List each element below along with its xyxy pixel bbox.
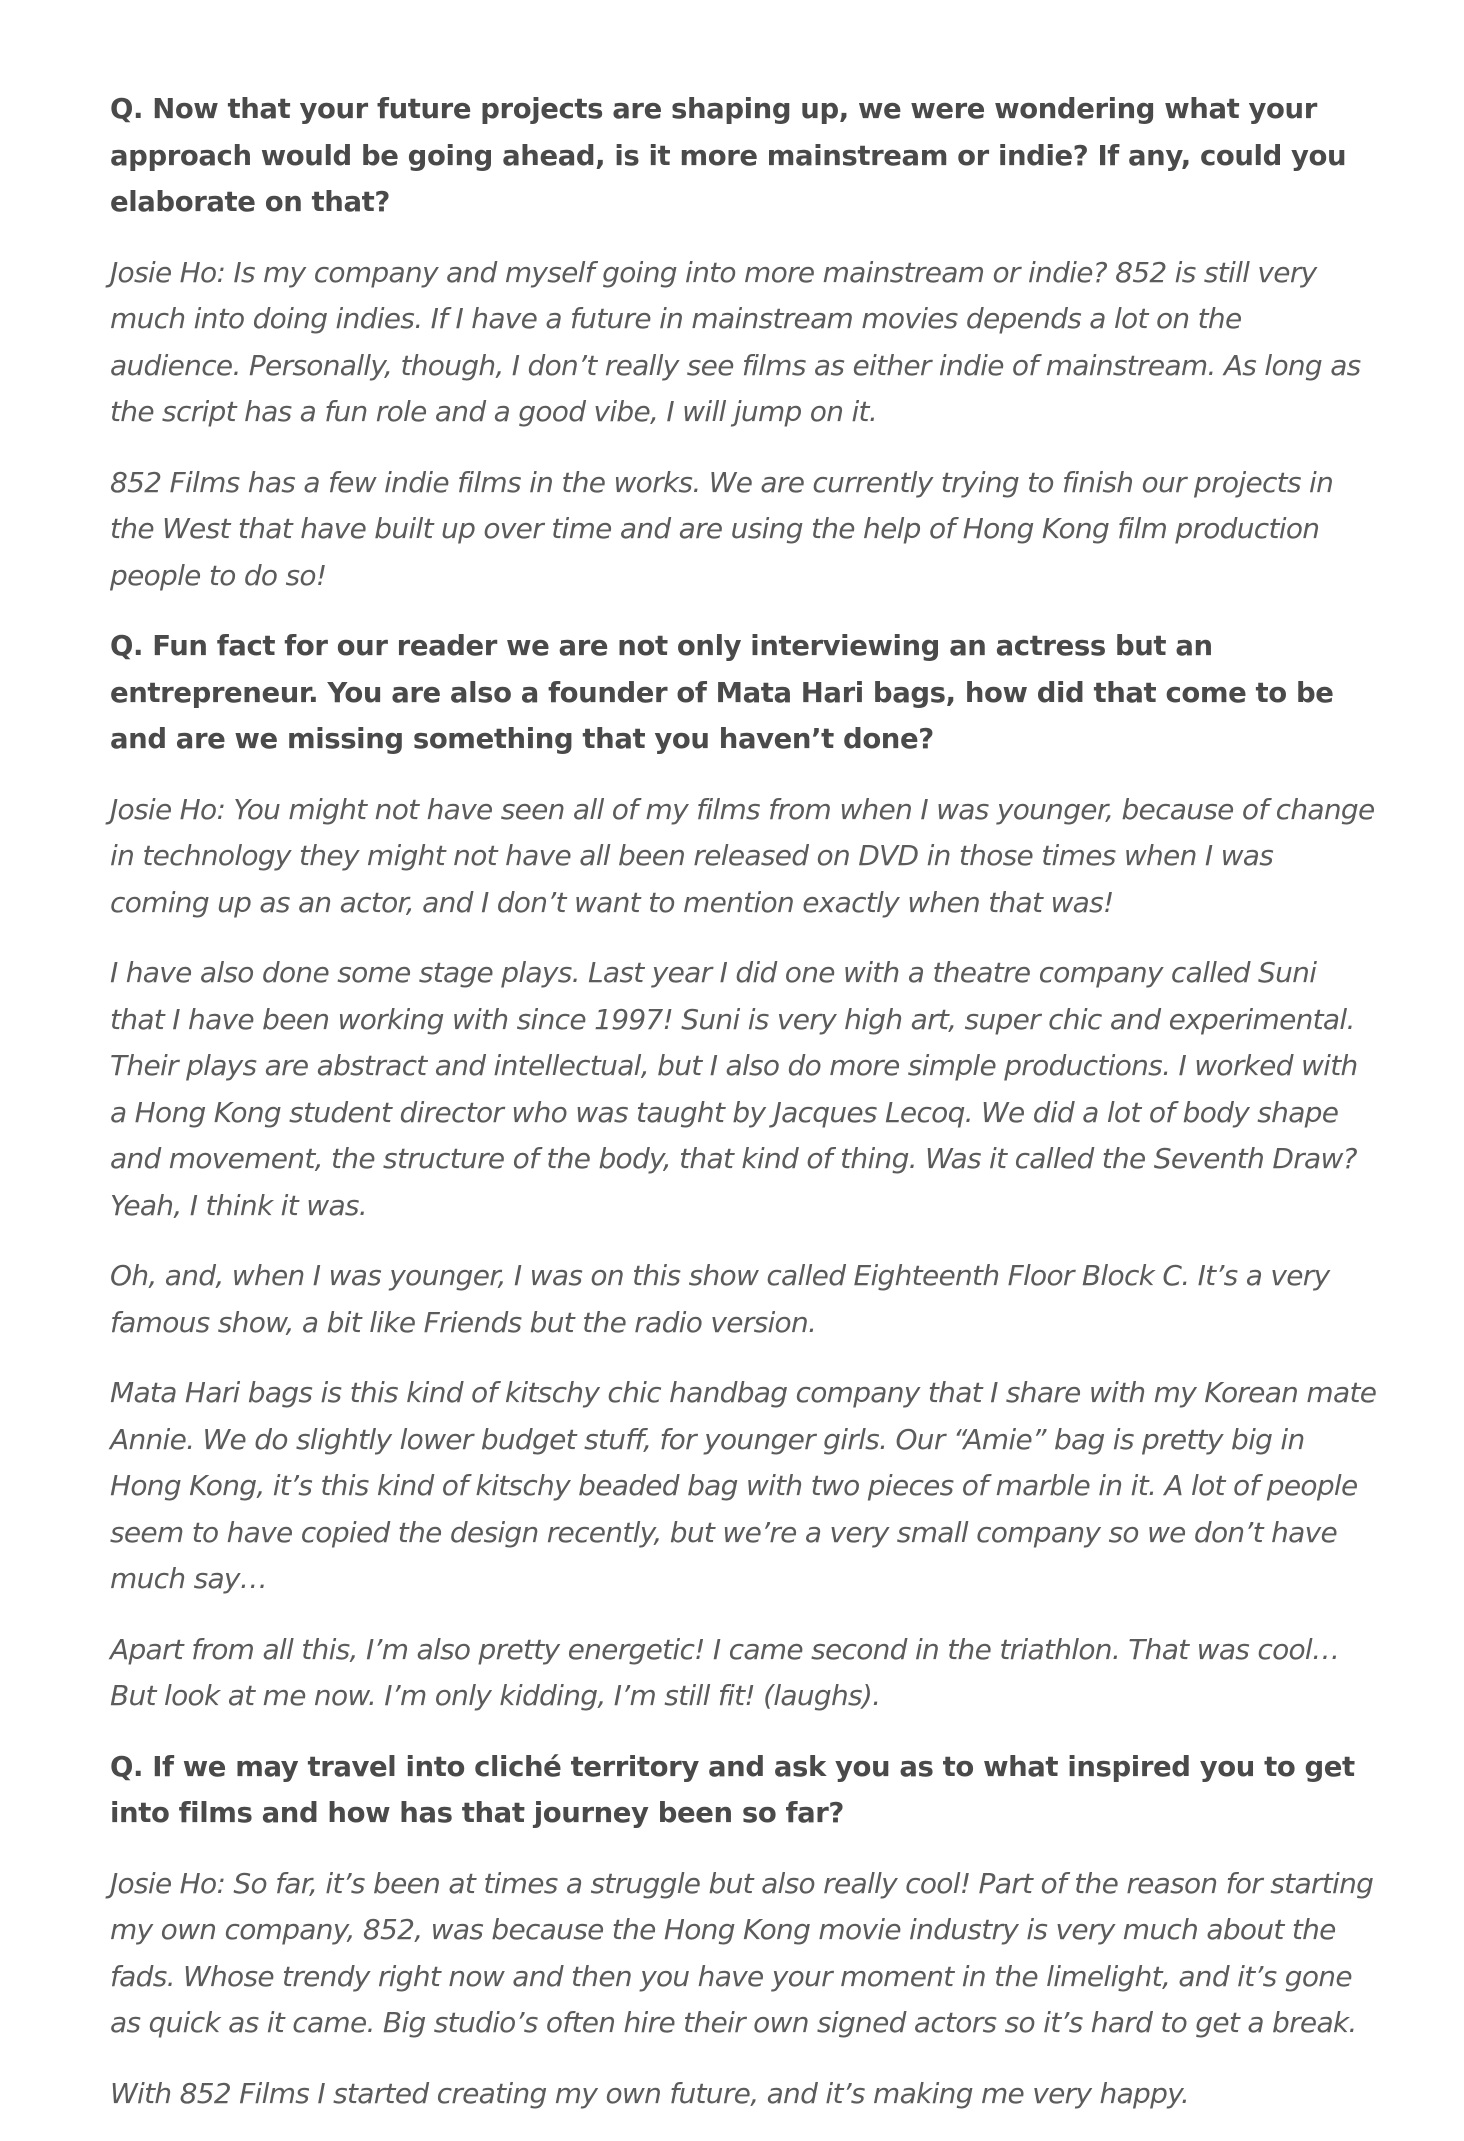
- interview-answer: Apart from all this, I’m also pretty energetic! I came second in the triathlon. That was cool… But look at me now. I’m only kidding, I’m still fit! (laughs).: [110, 1632, 1340, 1712]
- interview-question: Q. If we may travel into cliché territory and ask you as to what inspired you to get into films and how has that journey been so far?: [110, 1750, 1355, 1829]
- interview-answer: I have also done some stage plays. Last year I did one with a theatre company called Suni that I have been working with since 1997! Suni is very high art, super chic and experimental. Their plays are abstract and intellectual, but I also do more simple productions. I worked with a Hong Kong student director who was taught by Jacques Lecoq. We did a lot of body shape and movement, the structure of the body, that kind of thing. Was it called the Seventh Draw? Yeah, I think it was.: [110, 956, 1358, 1222]
- interview-answer: Josie Ho: Is my company and myself going into more mainstream or indie? 852 is still very much into doing indies. If I have a future in mainstream movies depends a lot on the audience. Personally, though, I don’t really see films as either indie of mainstream. As long as the script has a fun role and a good vibe, I will jump on it.: [110, 255, 1361, 428]
- interview-question: Q. Fun fact for our reader we are not only interviewing an actress but an entrepreneur. You are also a founder of Mata Hari bags, how did that come to be and are we missing something that you haven’t done?: [110, 630, 1334, 755]
- interview-answer: 852 Films has a few indie films in the works. We are currently trying to finish our projects in the West that have built up over time and are using the help of Hong Kong film production people to do so!: [110, 465, 1334, 592]
- interview-question: Q. Now that your future projects are shaping up, we were wondering what your approach would be going ahead, is it more mainstream or indie? If any, could you elaborate on that?: [110, 93, 1347, 218]
- interview-answer: Oh, and, when I was younger, I was on this show called Eighteenth Floor Block C. It’s a very famous show, a bit like Friends but the radio version.: [110, 1259, 1330, 1339]
- interview-answer: Josie Ho: So far, it’s been at times a struggle but also really cool! Part of the reason for starting my own company, 852, was because the Hong Kong movie industry is very much about the fads. Whose trendy right now and then you have your moment in the limelight, and it’s gone as quick as it came. Big studio’s often hire their own signed actors so it’s hard to get a break.: [110, 1866, 1374, 2039]
- interview-article: [110, 86, 1378, 2141]
- interview-answer: With 852 Films I started creating my own future, and it’s making me very happy.: [110, 2076, 1190, 2110]
- interview-answer: Mata Hari bags is this kind of kitschy chic handbag company that I share with my Korean mate Annie. We do slightly lower budget stuff, for younger girls. Our “Amie” bag is pretty big in Hong Kong, it’s this kind of kitschy beaded bag with two pieces of marble in it. A lot of people seem to have copied the design recently, but we’re a very small company so we don’t have much say…: [110, 1376, 1377, 1595]
- interview-answer: Josie Ho: You might not have seen all of my films from when I was younger, because of change in technology they might not have all been released on DVD in those times when I was coming up as an actor, and I don’t want to mention exactly when that was!: [110, 792, 1375, 919]
